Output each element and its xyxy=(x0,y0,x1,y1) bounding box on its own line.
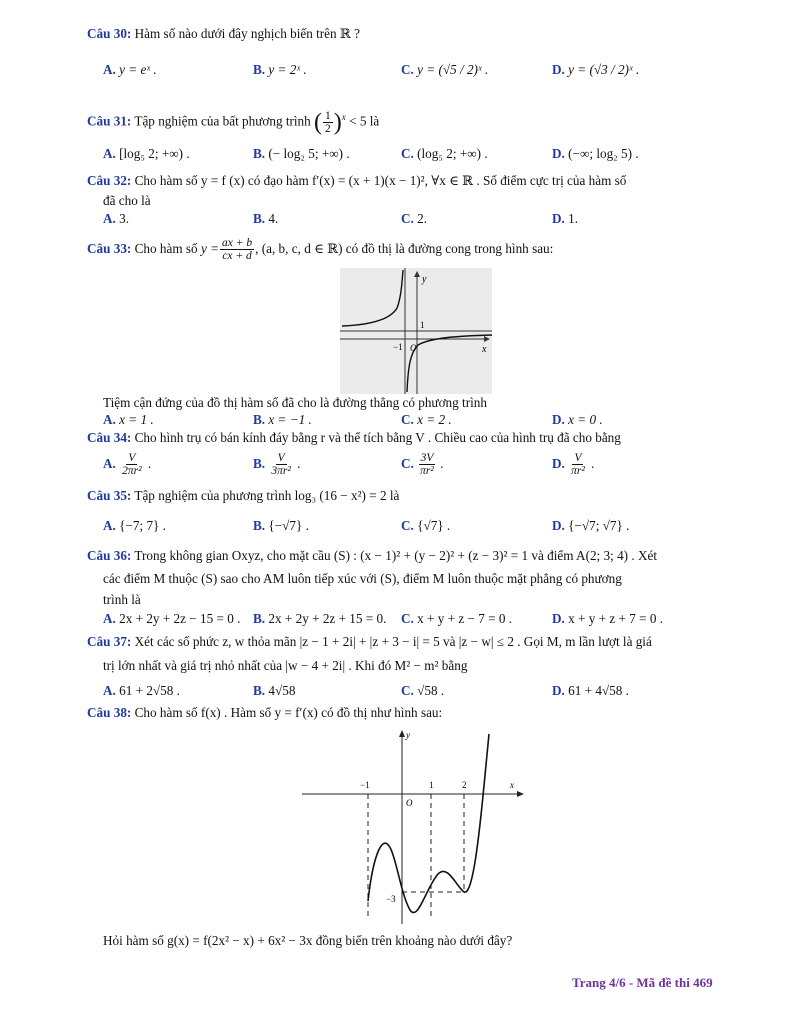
tick-label-minus-one: −1 xyxy=(393,342,403,352)
q33-stem-line2: Tiệm cận đứng của đồ thị hàm số đã cho là đường thẳng có phương trình xyxy=(103,395,487,410)
opt-key: B. xyxy=(253,412,266,427)
fraction-denominator: 2πr² xyxy=(122,465,142,478)
opt-key: B. xyxy=(253,518,266,533)
q34-opt-a: A. $\frac{V}{\text{2πr²}}$ . xyxy=(103,452,152,478)
q31-label: Câu 31: xyxy=(87,113,132,129)
opt-key: D. xyxy=(552,62,565,77)
opt-key: B. xyxy=(253,683,266,698)
fraction-numerator: 3V xyxy=(420,452,434,465)
q37-text: Xét các số phức z, w thỏa mãn |z − 1 + 2i| + |z + 3 − i| = 5 và |z − w| ≤ 2 . Gọi M, m lần lượt là giá xyxy=(134,634,652,649)
q33-text-pre: Cho hàm số xyxy=(134,241,198,256)
tick-label-one: 1 xyxy=(429,780,434,790)
q33-opt-d xyxy=(552,412,603,428)
fraction-numerator: V xyxy=(277,452,285,465)
q37-opt-b xyxy=(253,683,295,699)
opt-key: A. xyxy=(103,412,116,427)
origin-label: O xyxy=(406,798,413,808)
opt-key: D. xyxy=(552,211,565,226)
opt-key: C. xyxy=(401,518,414,533)
q33-opt-a xyxy=(103,412,154,428)
opt-value: y = eˣ . xyxy=(119,62,157,77)
q31-stem xyxy=(87,110,379,135)
q33-label: Câu 33: xyxy=(87,241,132,256)
q32-opt-b xyxy=(253,211,278,227)
opt-fraction xyxy=(418,452,436,477)
q36-text: Trong không gian Oxyz, cho mặt cầu (S) : (x − 1)² + (y − 2)² + (z − 3)² = 1 và điểm A(2; 3; 4) . Xét xyxy=(134,548,657,563)
q33-fraction xyxy=(220,237,254,262)
opt-key: D. xyxy=(552,456,565,471)
q34-opt-b: B. $\frac{V}{\text{3πr²}}$ . xyxy=(253,452,301,478)
opt-value: y = (√3 / 2)ˣ . xyxy=(568,62,640,77)
q36-label: Câu 36: xyxy=(87,548,132,563)
q36-opt-c xyxy=(401,611,512,627)
q32-opt-c xyxy=(401,211,427,227)
q37-opt-c xyxy=(401,683,444,699)
opt-key: B. xyxy=(253,146,266,161)
q32-text: Cho hàm số y = f (x) có đạo hàm f′(x) = (x + 1)(x − 1)², ∀x ∈ ℝ . Số điểm cực trị của hàm số xyxy=(134,173,627,188)
opt-key: A. xyxy=(103,456,116,471)
opt-value: 61 + 4√58 . xyxy=(568,683,629,698)
opt-value: √58 . xyxy=(417,683,445,698)
page-footer: Trang 4/6 - Mã đề thi 469 xyxy=(572,975,713,990)
opt-key: D. xyxy=(552,611,565,626)
opt-key: B. xyxy=(253,611,266,626)
q33-text-mid: , (a, b, c, d ∈ ℝ) xyxy=(255,241,343,256)
q36-opt-a xyxy=(103,611,240,627)
opt-value: [log₅ 2; +∞) . xyxy=(119,146,190,161)
q37-stem-line2: trị lớn nhất và giá trị nhỏ nhất của |w − 4 + 2i| . Khi đó M² − m² bằng xyxy=(103,658,468,673)
q35-opt-a xyxy=(103,518,166,534)
opt-key: A. xyxy=(103,518,116,533)
y-label: y xyxy=(406,730,410,740)
q33-hyperbola-graph xyxy=(340,268,492,394)
x-label: x xyxy=(510,780,514,790)
derivative-curve xyxy=(368,734,489,913)
opt-value: 4√58 xyxy=(268,683,296,698)
opt-key: D. xyxy=(552,518,565,533)
opt-key: A. xyxy=(103,611,116,626)
fraction-one-half: $\frac{1}{2}$ xyxy=(325,110,331,135)
q30-stem xyxy=(87,26,360,42)
y-axis-arrow xyxy=(399,730,405,737)
q33-opt-b xyxy=(253,412,312,428)
opt-key: C. xyxy=(401,611,414,626)
q37-label: Câu 37: xyxy=(87,634,132,649)
q34-text: Cho hình trụ có bán kính đáy bằng r và thể tích bằng V . Chiều cao của hình trụ đã cho bằng xyxy=(134,430,621,445)
opt-value: x + y + z − 7 = 0 . xyxy=(417,611,513,626)
opt-key: C. xyxy=(401,683,414,698)
q30-opt-a xyxy=(103,62,157,78)
tick-label-two: 2 xyxy=(462,780,467,790)
opt-value: 2x + 2y + 2z + 15 = 0. xyxy=(268,611,387,626)
q30-opt-c xyxy=(401,62,488,78)
opt-key: D. xyxy=(552,683,565,698)
opt-key: D. xyxy=(552,412,565,427)
q31-opt-d xyxy=(552,146,639,162)
opt-value: x = 1 . xyxy=(119,412,154,427)
opt-value: x = 0 . xyxy=(568,412,603,427)
q36-opt-b xyxy=(253,611,386,627)
q35-label: Câu 35: xyxy=(87,488,132,503)
fraction-denominator: 3πr² xyxy=(271,465,291,478)
q30-text: Hàm số nào dưới đây nghịch biến trên ℝ ? xyxy=(134,26,361,41)
q32-stem-line2: đã cho là xyxy=(103,193,151,208)
opt-key: B. xyxy=(253,456,266,471)
q36-stem xyxy=(87,548,657,564)
x-label: x xyxy=(482,344,487,355)
opt-value: {−7; 7} . xyxy=(119,518,166,533)
q35-opt-b xyxy=(253,518,309,534)
exponent-x: x xyxy=(341,112,346,123)
opt-fraction xyxy=(569,452,587,477)
opt-value: 2. xyxy=(417,211,428,226)
q36-stem-line2: các điểm M thuộc (S) sao cho AM luôn tiếp xúc với (S), điểm M luôn thuộc mặt phẳng có phương xyxy=(103,571,622,586)
q38-text: Cho hàm số f(x) . Hàm số y = f′(x) có đồ thị như hình sau: xyxy=(134,705,443,720)
q35-opt-d xyxy=(552,518,629,534)
opt-fraction xyxy=(120,452,143,477)
opt-value: y = 2ˣ . xyxy=(268,62,307,77)
q36-opt-d xyxy=(552,611,663,627)
opt-value: (− log₂ 5; +∞) . xyxy=(268,146,350,161)
q33-opt-c xyxy=(401,412,452,428)
q38-stem xyxy=(87,705,442,721)
opt-key: B. xyxy=(253,62,266,77)
q38-stem-line2: Hỏi hàm số g(x) = f(2x² − x) + 6x² − 3x đồng biến trên khoảng nào dưới đây? xyxy=(103,933,513,948)
opt-value: x + y + z + 7 = 0 . xyxy=(568,611,664,626)
opt-key: C. xyxy=(401,146,414,161)
tick-label-minus-three: −3 xyxy=(386,894,396,904)
q38-label: Câu 38: xyxy=(87,705,132,720)
q35-stem xyxy=(87,488,399,504)
opt-key: A. xyxy=(103,211,116,226)
opt-value: 3. xyxy=(119,211,130,226)
opt-value: (log₅ 2; +∞) . xyxy=(417,146,488,161)
origin-label: O xyxy=(410,343,417,353)
fraction-denominator: cx + d xyxy=(222,250,252,263)
q31-opt-c xyxy=(401,146,488,162)
x-axis-arrow xyxy=(517,791,524,797)
q37-opt-d xyxy=(552,683,629,699)
q34-opt-c: C. $\frac{3V}{\text{πr²}}$ . xyxy=(401,452,444,478)
q30-opt-d xyxy=(552,62,639,78)
q37-stem xyxy=(87,634,652,650)
q33-stem: Câu 33: Cho hàm số y = $\frac{ax + b}{cx + d}$ , (a, b, c, d ∈ ℝ) có đồ thị là đường cong trong hình sau: xyxy=(87,237,554,263)
q32-stem xyxy=(87,173,626,189)
q34-opt-d: D. $\frac{V}{\text{πr²}}$ . xyxy=(552,452,595,478)
q32-opt-d xyxy=(552,211,578,227)
paren-close: ) xyxy=(333,109,342,136)
q34-stem xyxy=(87,430,621,446)
opt-key: C. xyxy=(401,211,414,226)
q30-opt-b xyxy=(253,62,307,78)
opt-key: A. xyxy=(103,683,116,698)
q32-label: Câu 32: xyxy=(87,173,132,188)
opt-key: C. xyxy=(401,412,414,427)
opt-value: y = (√5 / 2)ˣ . xyxy=(417,62,489,77)
opt-key: C. xyxy=(401,456,414,471)
opt-value: x = 2 . xyxy=(417,412,452,427)
opt-value: 2x + 2y + 2z − 15 = 0 . xyxy=(119,611,241,626)
tick-label-minus-one: −1 xyxy=(360,780,370,790)
fraction-denominator: πr² xyxy=(571,465,585,478)
y-label: y xyxy=(422,274,427,285)
opt-value: 4. xyxy=(268,211,279,226)
opt-value: {√7} . xyxy=(417,518,451,533)
fraction-denominator: πr² xyxy=(420,465,434,478)
opt-key: B. xyxy=(253,211,266,226)
opt-fraction xyxy=(269,452,292,477)
q38-derivative-graph xyxy=(298,726,530,926)
opt-value: {−√7} . xyxy=(268,518,309,533)
q34-label: Câu 34: xyxy=(87,430,132,445)
q31-opt-b xyxy=(253,146,350,162)
fraction-numerator: V xyxy=(128,452,136,465)
q35-opt-c xyxy=(401,518,450,534)
opt-key: C. xyxy=(401,62,414,77)
opt-key: D. xyxy=(552,146,565,161)
fraction-numerator: ax + b xyxy=(222,237,253,250)
opt-value: 61 + 2√58 . xyxy=(119,683,180,698)
q33-text-post: có đồ thị là đường cong trong hình sau: xyxy=(345,241,554,256)
q31-text: Tập nghiệm của bất phương trình xyxy=(134,113,311,129)
q37-opt-a xyxy=(103,683,180,699)
fraction-numerator: V xyxy=(574,452,582,465)
paren-open: ( xyxy=(314,109,323,136)
opt-value: {−√7; √7} . xyxy=(568,518,630,533)
opt-value: x = −1 . xyxy=(268,412,312,427)
q30-label: Câu 30: xyxy=(87,26,132,41)
q31-opt-a xyxy=(103,146,190,162)
tick-label-one: 1 xyxy=(420,320,425,330)
opt-key: A. xyxy=(103,62,116,77)
opt-key: A. xyxy=(103,146,116,161)
q32-opt-a xyxy=(103,211,129,227)
opt-value: (−∞; log₂ 5) . xyxy=(568,146,639,161)
opt-value: 1. xyxy=(568,211,579,226)
q36-stem-line3: trình là xyxy=(103,592,141,607)
q31-tail: < 5 là xyxy=(349,113,380,129)
q35-text: Tập nghiệm của phương trình log₃ (16 − x²) = 2 là xyxy=(134,488,400,503)
